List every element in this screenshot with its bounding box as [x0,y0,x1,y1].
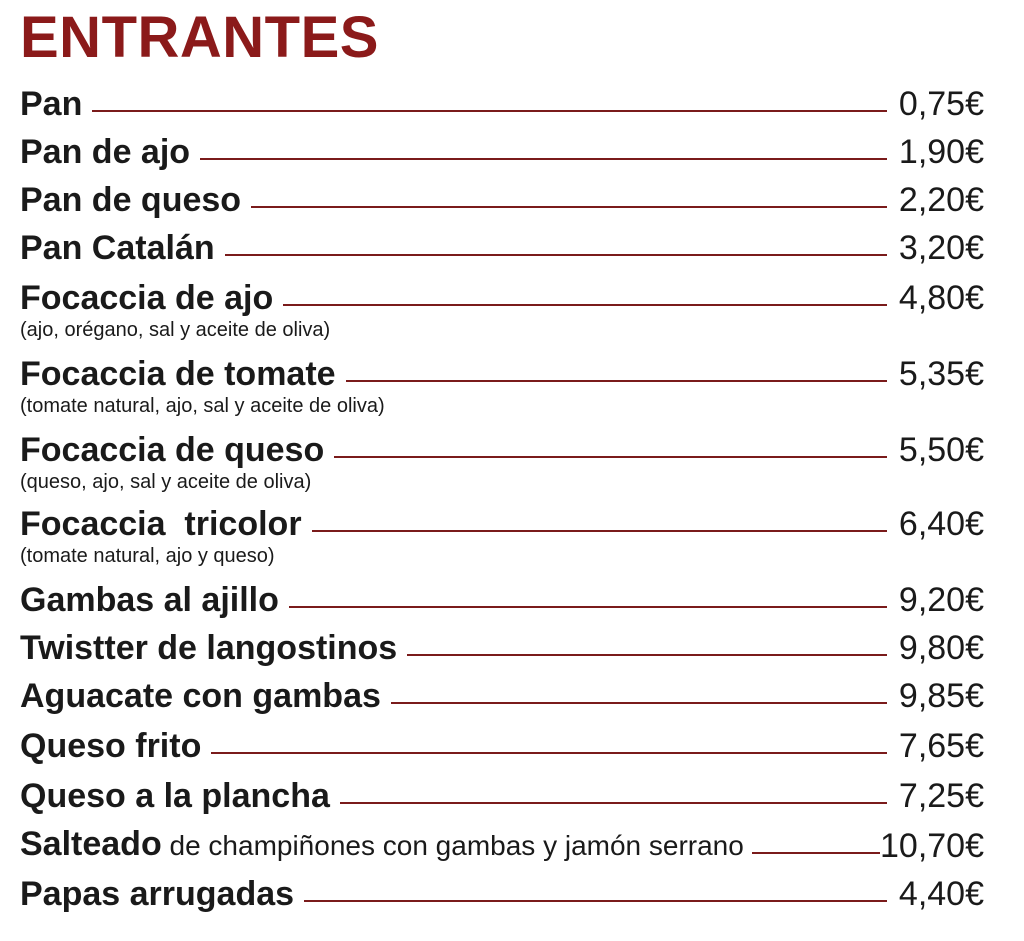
item-price: 7,65€ [898,727,984,765]
dotted-leader [340,802,887,804]
item-description: (queso, ajo, sal y aceite de oliva) [20,471,312,493]
item-price: 4,80€ [898,279,984,317]
item-name: Pan Catalán [20,229,215,267]
menu-item-pan-de-queso [20,180,984,220]
item-price: 9,85€ [898,677,984,715]
dotted-leader [211,752,887,754]
item-name: Aguacate con gambas [20,677,381,715]
dotted-leader [334,456,887,458]
menu-item-queso-frito [20,726,984,766]
dotted-leader [92,110,887,112]
dotted-leader [289,606,887,608]
item-price: 7,25€ [898,777,984,815]
item-description: (ajo, orégano, sal y aceite de oliva) [20,319,331,341]
menu-item-queso-a-la-plancha [20,776,984,816]
dotted-leader [200,158,887,160]
item-name: Focaccia de tomate [20,355,336,393]
menu-item-pan [20,84,984,124]
menu-item-pan-catalan [20,228,984,268]
item-price: 9,80€ [898,629,984,667]
dotted-leader [407,654,887,656]
item-price: 6,40€ [898,505,984,543]
item-price: 5,50€ [898,431,984,469]
item-name: Pan [20,85,83,123]
dotted-leader [312,530,887,532]
menu-item-twistter-de-langostinos [20,628,984,668]
dotted-leader [391,702,887,704]
item-name-main: Salteado [20,825,162,863]
item-name: Focaccia tricolor [20,505,302,543]
item-name: Papas arrugadas [20,875,295,913]
menu-item-focaccia-tricolor [20,504,984,567]
page-title: ENTRANTES [20,5,379,70]
item-price: 4,40€ [898,875,984,913]
item-price: 3,20€ [898,229,984,267]
dotted-leader [346,380,887,382]
menu-item-aguacate-con-gambas [20,676,984,716]
item-price: 10,70€ [880,827,984,865]
item-name: Queso a la plancha [20,777,330,815]
item-name-extra: de champiñones con gambas y jamón serrano [161,830,744,861]
item-price: 9,20€ [898,581,984,619]
item-name: Pan de queso [20,181,242,219]
menu-item-pan-de-ajo [20,132,984,172]
item-name: Twistter de langostinos [20,629,398,667]
menu-item-salteado [20,826,984,866]
item-name: Focaccia de queso [20,431,325,469]
item-description: (tomate natural, ajo, sal y aceite de oliva) [20,395,385,417]
dotted-leader [225,254,887,256]
menu-item-papas-arrugadas [20,874,984,914]
item-name: Queso frito [20,727,202,765]
menu-item-focaccia-de-queso [20,430,984,493]
dotted-leader [304,900,887,902]
item-price: 1,90€ [898,133,984,171]
dotted-leader [283,304,887,306]
item-name: Gambas al ajillo [20,581,279,619]
item-name: Pan de ajo [20,133,191,171]
item-description: (tomate natural, ajo y queso) [20,545,275,567]
menu-item-focaccia-de-ajo [20,278,984,341]
item-name: Focaccia de ajo [20,279,274,317]
menu-item-focaccia-de-tomate [20,354,984,417]
dotted-leader [752,852,880,854]
dotted-leader [251,206,887,208]
menu-item-gambas-al-ajillo [20,580,984,620]
item-price: 2,20€ [898,181,984,219]
item-price: 0,75€ [898,85,984,123]
item-name [20,824,744,866]
item-price: 5,35€ [898,355,984,393]
